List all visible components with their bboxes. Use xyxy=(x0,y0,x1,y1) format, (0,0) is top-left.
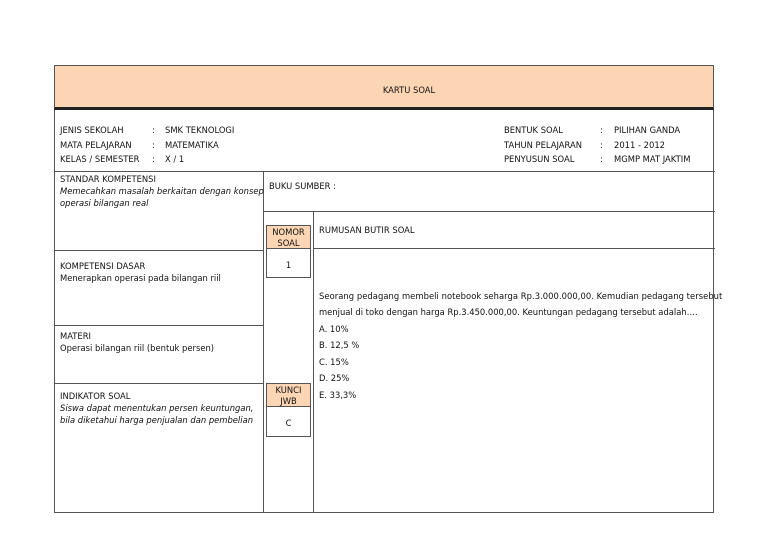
header-right-sep-1: : xyxy=(600,140,603,150)
question-line2: menjual di toko dengan harga Rp.3.450.000,00. Keuntungan pedagang tersebut adalah…. xyxy=(319,307,698,317)
divider-left-indikator xyxy=(54,383,263,384)
option-d: D. 25% xyxy=(319,373,350,383)
header-left-value-2: X / 1 xyxy=(165,154,185,164)
header-left-label-0: JENIS SEKOLAH xyxy=(60,125,124,135)
rumusan-label: RUMUSAN BUTIR SOAL xyxy=(319,225,415,235)
header-right-label-0: BENTUK SOAL xyxy=(504,125,563,135)
divider-header-bottom xyxy=(54,171,715,172)
page-title: KARTU SOAL xyxy=(382,85,436,95)
kunci-line1: KUNCI xyxy=(275,385,302,395)
header-left-sep-2: : xyxy=(152,154,155,164)
kompetensi-dasar-label: KOMPETENSI DASAR xyxy=(60,261,146,271)
standar-kompetensi-line2: operasi bilangan real xyxy=(60,198,149,208)
header-left-sep-0: : xyxy=(152,125,155,135)
header-left-value-0: SMK TEKNOLOGI xyxy=(165,125,235,135)
option-c: C. 15% xyxy=(319,357,349,367)
nomor-soal-value: 1 xyxy=(285,260,292,270)
nomor-soal-line2: SOAL xyxy=(277,238,300,248)
header-right-label-1: TAHUN PELAJARAN xyxy=(504,140,583,150)
option-a: A. 10% xyxy=(319,324,349,334)
divider-left-kd xyxy=(54,250,263,251)
header-left-label-2: KELAS / SEMESTER xyxy=(60,154,140,164)
standar-kompetensi-line1: Memecahkan masalah berkaitan dengan konsep xyxy=(60,186,264,196)
header-right-sep-2: : xyxy=(600,154,603,164)
materi-label: MATERI xyxy=(60,331,92,341)
header-right-value-1: 2011 - 2012 xyxy=(614,140,665,150)
indikator-label: INDIKATOR SOAL xyxy=(60,391,131,401)
nomor-soal-header xyxy=(266,225,311,249)
title-bar xyxy=(54,65,714,110)
option-b: B. 12,5 % xyxy=(319,340,360,350)
header-right-sep-0: : xyxy=(600,125,603,135)
header-left-sep-1: : xyxy=(152,140,155,150)
kunci-header xyxy=(266,383,311,407)
divider-rumusan xyxy=(313,211,314,513)
header-right-value-2: MGMP MAT JAKTIM xyxy=(614,154,691,164)
kunci-value-box xyxy=(266,406,311,437)
divider-buku-sumber xyxy=(263,211,715,212)
divider-left-column xyxy=(263,171,264,513)
header-right-value-0: PILIHAN GANDA xyxy=(614,125,681,135)
indikator-line1: Siswa dapat menentukan persen keuntungan, xyxy=(60,403,254,413)
question-line1: Seorang pedagang membeli notebook seharga Rp.3.000.000,00. Kemudian pedagang tersebut xyxy=(319,291,723,301)
option-e: E. 33,3% xyxy=(319,390,357,400)
buku-sumber-label: BUKU SUMBER : xyxy=(269,181,336,191)
materi-text: Operasi bilangan riil (bentuk persen) xyxy=(60,343,215,353)
standar-kompetensi-label: STANDAR KOMPETENSI xyxy=(60,174,156,184)
indikator-line2: bila diketahui harga penjualan dan pembelian xyxy=(60,415,254,425)
header-left-label-1: MATA PELAJARAN xyxy=(60,140,132,150)
header-right-label-2: PENYUSUN SOAL xyxy=(504,154,575,164)
kunci-line2: JWB xyxy=(280,396,297,406)
header-left-value-1: MATEMATIKA xyxy=(165,140,219,150)
nomor-soal-line1: NOMOR xyxy=(272,227,305,237)
kompetensi-dasar-text: Menerapkan operasi pada bilangan riil xyxy=(60,273,221,283)
divider-left-materi xyxy=(54,325,263,326)
kunci-value: C xyxy=(285,418,292,428)
divider-rumusan-header xyxy=(313,248,715,249)
nomor-soal-value-box xyxy=(266,248,311,278)
